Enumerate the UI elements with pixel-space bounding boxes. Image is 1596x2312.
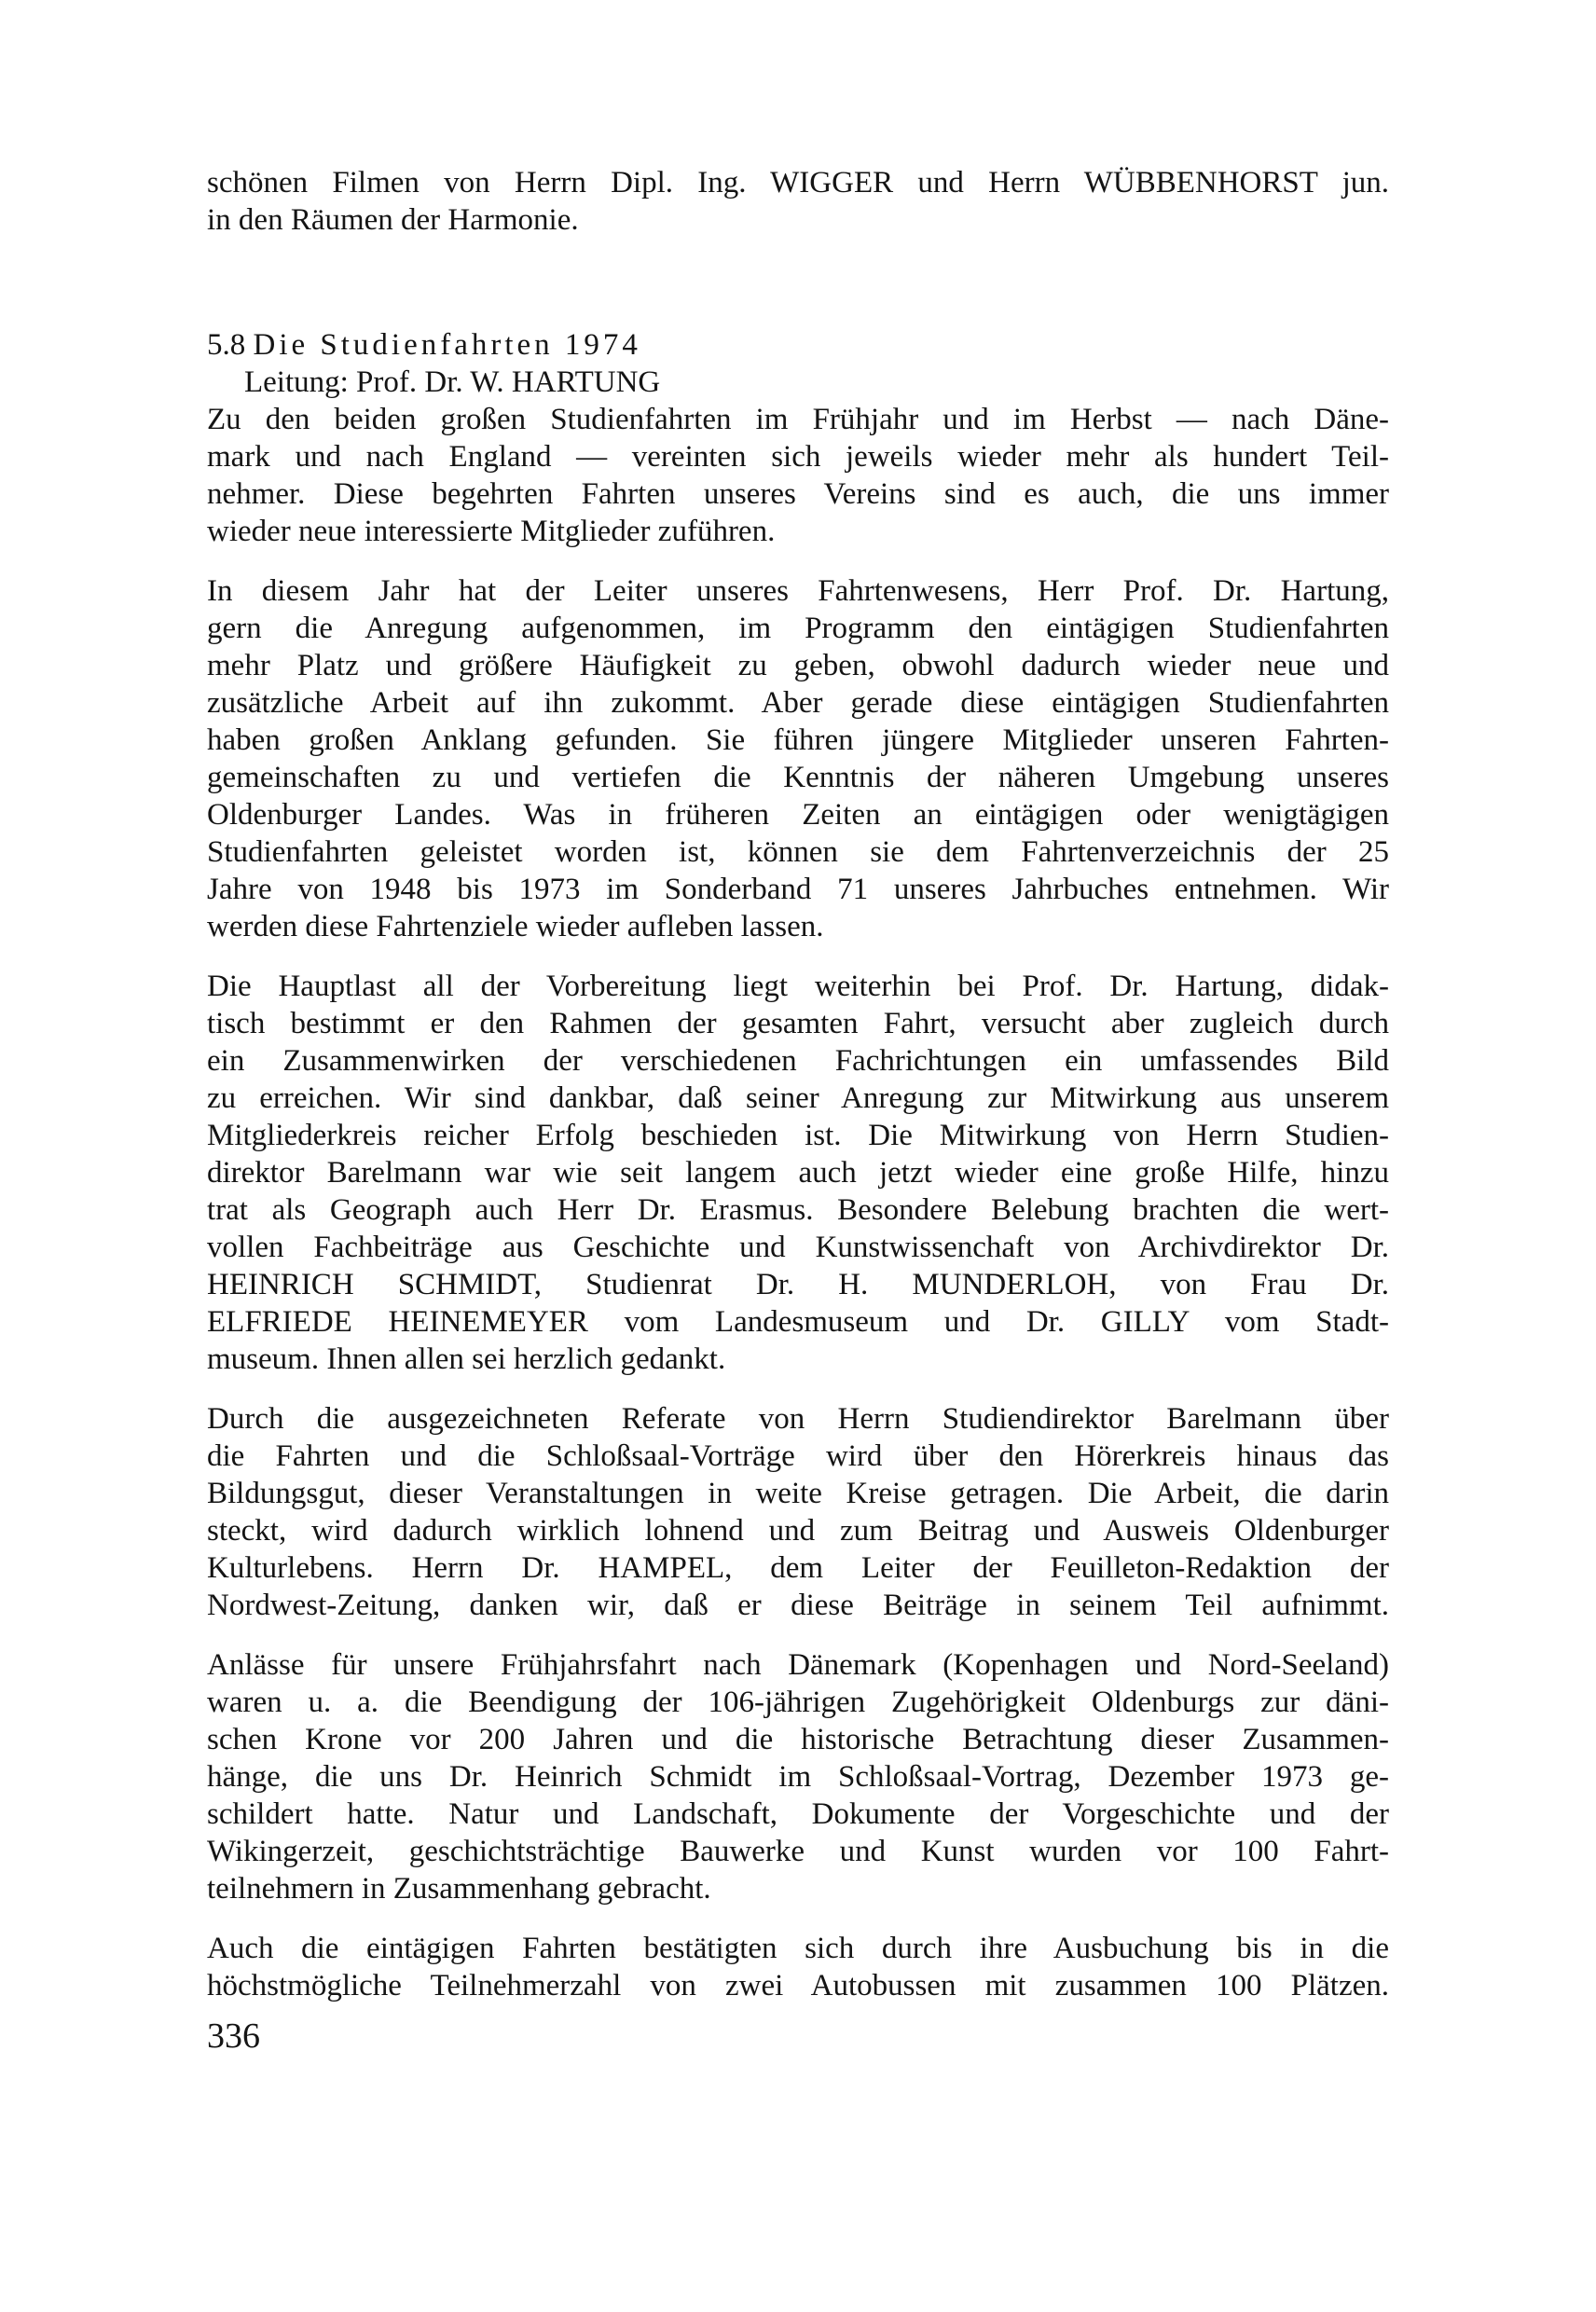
section-leader: Leitung: Prof. Dr. W. HARTUNG <box>244 365 661 399</box>
text-line: Kulturlebens. Herrn Dr. HAMPEL, dem Leiter der Feuilleton-Redaktion der <box>207 1551 1389 1585</box>
text-line: zu erreichen. Wir sind dankbar, daß seiner Anregung zur Mitwirkung aus unserem <box>207 1081 1389 1115</box>
text-line: Anlässe für unsere Frühjahrsfahrt nach Dänemark (Kopenhagen und Nord-Seeland) <box>207 1648 1389 1682</box>
intro-paragraph <box>207 164 1389 239</box>
text-line: werden diese Fahrtenziele wieder aufleben lassen. <box>207 910 824 943</box>
paragraph <box>207 401 1389 550</box>
text-line: museum. Ihnen allen sei herzlich gedankt. <box>207 1342 726 1376</box>
text-line: HEINRICH SCHMIDT, Studienrat Dr. H. MUNDERLOH, von Frau Dr. <box>207 1268 1389 1301</box>
text-line: ein Zusammenwirken der verschiedenen Fachrichtungen ein umfassendes Bild <box>207 1044 1389 1078</box>
page-body <box>207 164 1389 2004</box>
paragraph <box>207 1646 1389 1907</box>
text-line: waren u. a. die Beendigung der 106-jährigen Zugehörigkeit Oldenburgs zur däni- <box>207 1686 1389 1719</box>
text-line: Jahre von 1948 bis 1973 im Sonderband 71 unseres Jahrbuches entnehmen. Wir <box>207 873 1389 906</box>
paragraph <box>207 1400 1389 1624</box>
section-title: Die Studienfahrten 1974 <box>253 328 641 362</box>
text-line: ELFRIEDE HEINEMEYER vom Landesmuseum und Dr. GILLY vom Stadt- <box>207 1305 1389 1339</box>
text-line: teilnehmern in Zusammenhang gebracht. <box>207 1872 711 1906</box>
text-line: hänge, die uns Dr. Heinrich Schmidt im Schloßsaal-Vortrag, Dezember 1973 ge- <box>207 1760 1389 1794</box>
paragraph <box>207 1930 1389 2004</box>
paragraph <box>207 968 1389 1378</box>
text-line: Durch die ausgezeichneten Referate von Herrn Studiendirektor Barelmann über <box>207 1402 1389 1436</box>
text-line: trat als Geograph auch Herr Dr. Erasmus. Besondere Belebung brachten die wert- <box>207 1193 1389 1227</box>
text-line: Nordwest-Zeitung, danken wir, daß er diese Beiträge in seinem Teil aufnimmt. <box>207 1589 1389 1622</box>
text-line: in den Räumen der Harmonie. <box>207 203 579 237</box>
text-line: tisch bestimmt er den Rahmen der gesamten Fahrt, versucht aber zugleich durch <box>207 1007 1389 1040</box>
section-number: 5.8 <box>207 328 246 362</box>
text-line: mehr Platz und größere Häufigkeit zu geben, obwohl dadurch wieder neue und <box>207 649 1389 682</box>
text-line: In diesem Jahr hat der Leiter unseres Fahrtenwesens, Herr Prof. Dr. Hartung, <box>207 574 1389 608</box>
section-heading <box>207 326 1389 401</box>
text-line: schildert hatte. Natur und Landschaft, Dokumente der Vorgeschichte und der <box>207 1797 1389 1831</box>
section-title-line <box>207 326 1389 364</box>
text-line: die Fahrten und die Schloßsaal-Vorträge wird über den Hörerkreis hinaus das <box>207 1439 1389 1473</box>
text-line: vollen Fachbeiträge aus Geschichte und Kunstwissenchaft von Archivdirektor Dr. <box>207 1231 1389 1264</box>
text-line: Zu den beiden großen Studienfahrten im Frühjahr und im Herbst — nach Däne- <box>207 403 1389 436</box>
text-line: haben großen Anklang gefunden. Sie führen jüngere Mitglieder unseren Fahrten- <box>207 723 1389 757</box>
text-line: wieder neue interessierte Mitglieder zuführen. <box>207 515 776 548</box>
text-line: direktor Barelmann war wie seit langem auch jetzt wieder eine große Hilfe, hinzu <box>207 1156 1389 1190</box>
text-line: Bildungsgut, dieser Veranstaltungen in weite Kreise getragen. Die Arbeit, die darin <box>207 1477 1389 1510</box>
text-line: nehmer. Diese begehrten Fahrten unseres Vereins sind es auch, die uns immer <box>207 477 1389 511</box>
page-number: 336 <box>207 2016 260 2056</box>
text-line: Studienfahrten geleistet worden ist, können sie dem Fahrtenverzeichnis der 25 <box>207 835 1389 869</box>
text-line: Auch die eintägigen Fahrten bestätigten sich durch ihre Ausbuchung bis in die <box>207 1932 1389 1965</box>
text-line: höchstmögliche Teilnehmerzahl von zwei Autobussen mit zusammen 100 Plätzen. <box>207 1969 1389 2002</box>
text-line: gemeinschaften zu und vertiefen die Kenntnis der näheren Umgebung unseres <box>207 761 1389 794</box>
text-line: Die Hauptlast all der Vorbereitung liegt weiterhin bei Prof. Dr. Hartung, didak- <box>207 970 1389 1003</box>
text-line: schönen Filmen von Herrn Dipl. Ing. WIGGER und Herrn WÜBBENHORST jun. <box>207 166 1389 200</box>
text-line: zusätzliche Arbeit auf ihn zukommt. Aber gerade diese eintägigen Studienfahrten <box>207 686 1389 720</box>
text-line: gern die Anregung aufgenommen, im Programm den eintägigen Studienfahrten <box>207 612 1389 645</box>
text-line: Wikingerzeit, geschichtsträchtige Bauwerke und Kunst wurden vor 100 Fahrt- <box>207 1835 1389 1868</box>
text-line: mark und nach England — vereinten sich jeweils wieder mehr als hundert Teil- <box>207 440 1389 474</box>
text-line: schen Krone vor 200 Jahren und die historische Betrachtung dieser Zusammen- <box>207 1723 1389 1756</box>
text-line: Mitgliederkreis reicher Erfolg beschieden ist. Die Mitwirkung von Herrn Studien- <box>207 1119 1389 1152</box>
text-line: steckt, wird dadurch wirklich lohnend und zum Beitrag und Ausweis Oldenburger <box>207 1514 1389 1548</box>
text-line: Oldenburger Landes. Was in früheren Zeiten an eintägigen oder wenigtägigen <box>207 798 1389 832</box>
paragraph <box>207 572 1389 945</box>
